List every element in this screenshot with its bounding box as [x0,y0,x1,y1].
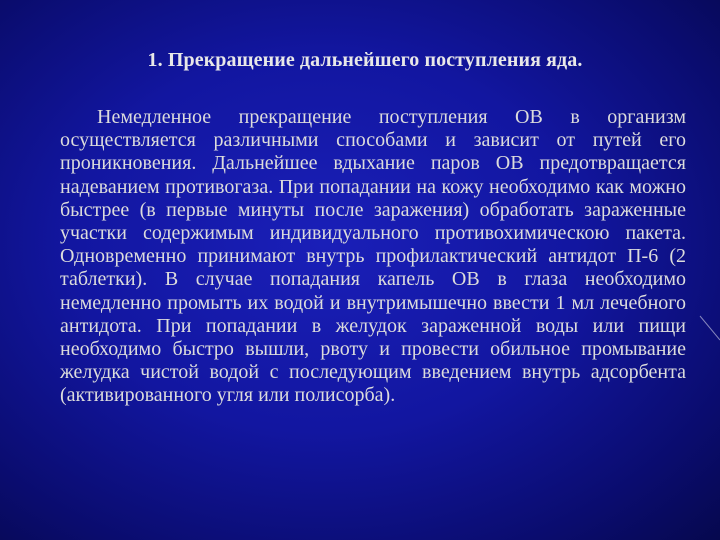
slide-paragraph: Немедленное прекращение поступления ОВ в организм осуществляется различными способами и зависит от путей его проникновения. Дальнейшее вдыхание паров ОВ предотвращается надеванием противогаза. При попадании на кожу необходимо как можно быстрее (в первые минуты после заражения) обработать зараженные участки содержимым индивидуального противохимическою пакета. Одновременно принимают внутрь профилактический антидот П-6 (2 таблетки). В случае попадания капель ОВ в глаза необходимо немедленно промыть их водой и внутримышечно ввести 1 мл лечебного антидота. При попадании в желудок зараженной воды или пищи необходимо быстро вышли, рвоту и провести обильное промывание желудка чистой водой с последующим введением внутрь адсорбента (активированного угля или полисорба). [60,106,686,407]
slide-heading: 1. Прекращение дальнейшего поступления яда. [147,49,583,71]
